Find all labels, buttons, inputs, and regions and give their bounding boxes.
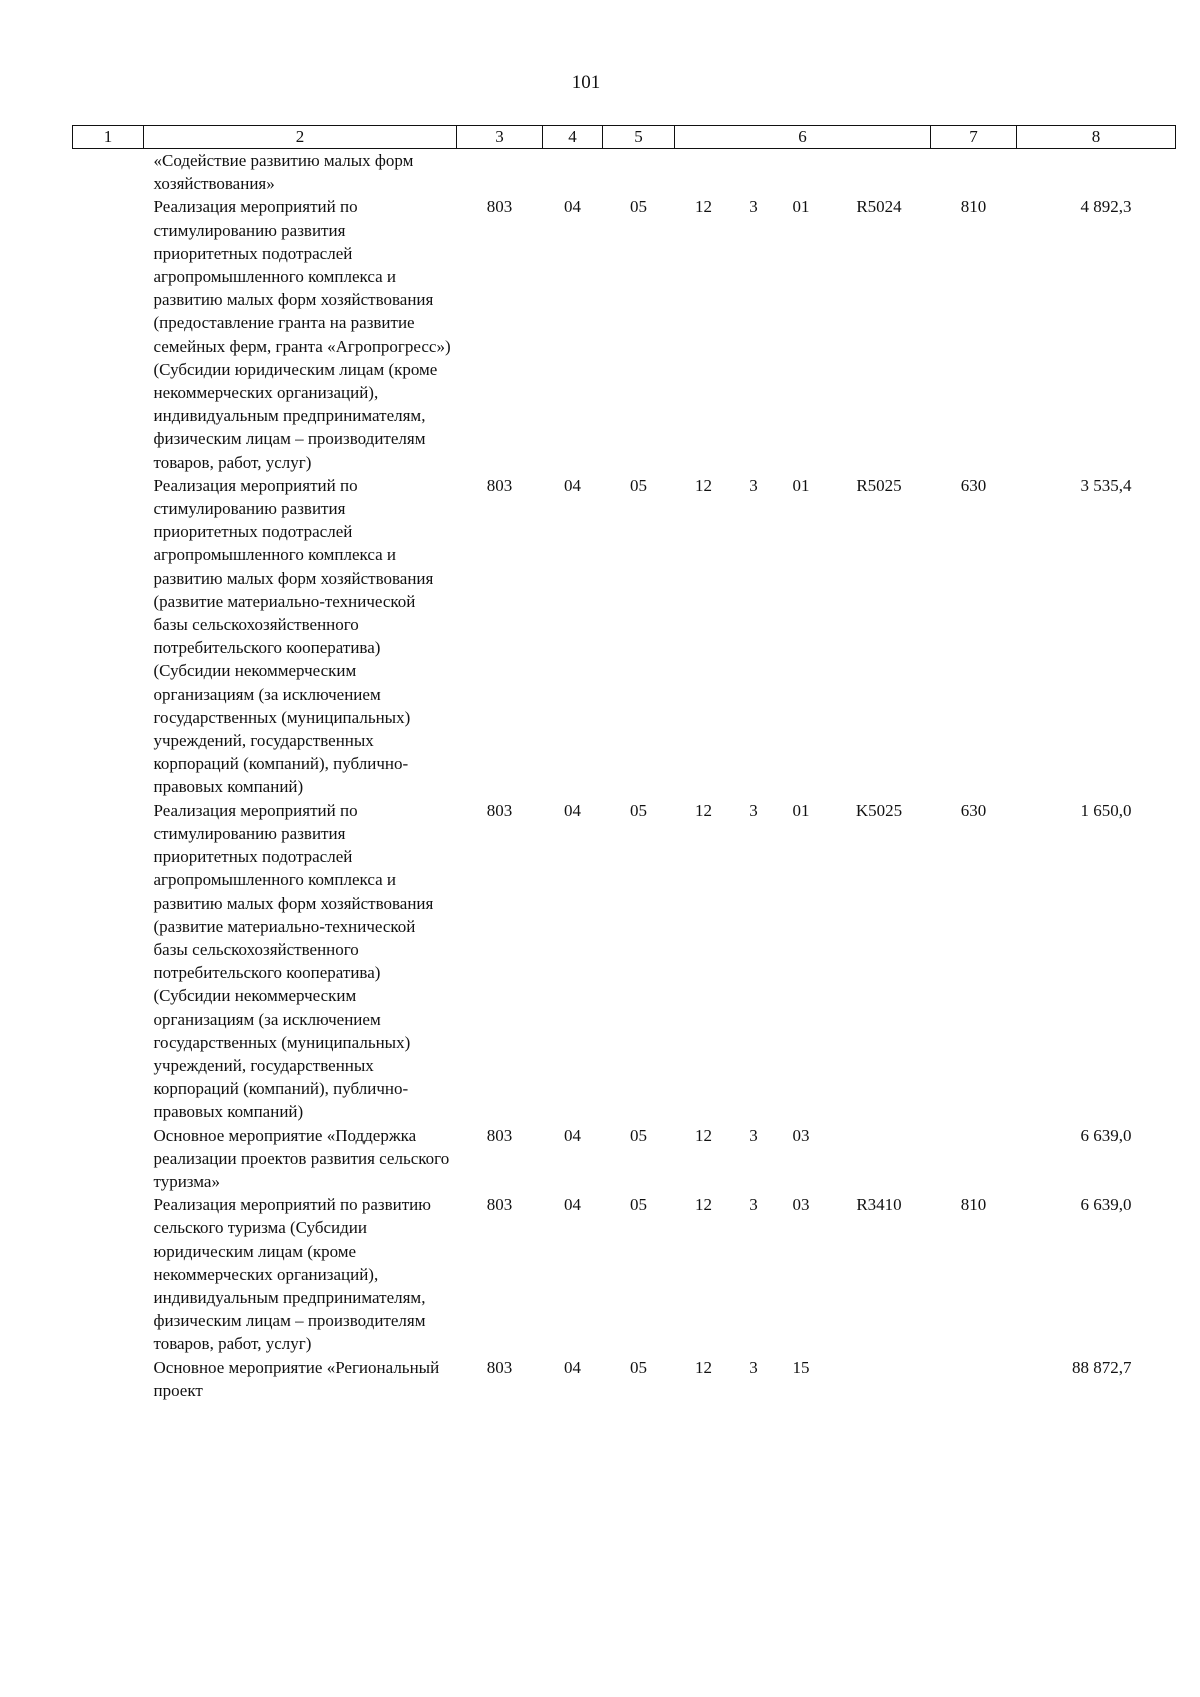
program-code-cell: 12: [695, 1195, 712, 1215]
description-cell: Реализация мероприятий по развитию сельского туризма (Субсидии юридическим лицам (кроме некоммерческих организаций), индивидуальным предпринимателям, физическим лицам – производителям товаров, работ, услуг): [153, 1195, 431, 1354]
direction-code-cell: R5024: [856, 197, 902, 217]
row-number-cell: [73, 1124, 144, 1194]
amount-cell: [1017, 149, 1176, 196]
row-number-cell: [73, 149, 144, 196]
description-cell: Реализация мероприятий по стимулированию развития приоритетных подотраслей агропромышленного комплекса и развитию малых форм хозяйствования (развитие материально-технической базы сельскохозяйственного потребительского кооператива) (Субсидии некоммерческим организациям (за исключением государственных (муниципальных) учреждений, государственных корпораций (компаний), публично-правовых компаний): [153, 475, 434, 797]
program-code-cell: [675, 149, 733, 196]
subsection-code-cell: 05: [630, 475, 647, 495]
amount-cell: 3 535,4: [1080, 475, 1132, 495]
subsection-code-cell: 05: [630, 800, 647, 820]
header-col-3: 3: [457, 126, 543, 149]
header-col-1: 1: [73, 126, 144, 149]
amount-cell: 88 872,7: [1072, 1357, 1132, 1377]
activity-code-cell: 01: [792, 197, 810, 217]
page-number: 101: [571, 72, 601, 93]
description-cell: Реализация мероприятий по стимулированию развития приоритетных подотраслей агропромышленного комплекса и развитию малых форм хозяйствования (развитие материально-технической базы сельскохозяйственного потребительского кооператива) (Субсидии некоммерческим организациям (за исключением государственных (муниципальных) учреждений, государственных корпораций (компаний), публично-правовых компаний): [153, 800, 434, 1122]
section-code-cell: [543, 149, 603, 196]
row-number-cell: [73, 474, 144, 799]
table-row: [73, 1124, 1176, 1194]
subsection-code-cell: 05: [630, 1357, 647, 1377]
activity-code-cell: 15: [792, 1357, 810, 1377]
header-col-2: 2: [144, 126, 457, 149]
subprogram-code-cell: 3: [749, 800, 758, 820]
table-row: [73, 195, 1176, 473]
direction-code-cell: R5025: [856, 475, 902, 495]
description-cell: Основное мероприятие «Поддержка реализации проектов развития сельского туризма»: [153, 1125, 450, 1191]
ministry-code-cell: 803: [486, 475, 513, 495]
subprogram-code-cell: 3: [749, 197, 758, 217]
activity-code-cell: [775, 149, 828, 196]
table-row: [73, 1193, 1176, 1355]
description-cell: «Содействие развитию малых форм хозяйствования»: [153, 151, 414, 194]
subsection-code-cell: 05: [630, 197, 647, 217]
activity-code-cell: 03: [792, 1195, 810, 1215]
section-code-cell: 04: [564, 1195, 581, 1215]
header-row: [73, 126, 1176, 149]
program-code-cell: 12: [695, 197, 712, 217]
table-row: [73, 149, 1176, 196]
direction-code-cell: [828, 149, 931, 196]
amount-cell: 4 892,3: [1080, 197, 1132, 217]
program-code-cell: 12: [695, 475, 712, 495]
ministry-code-cell: 803: [486, 1357, 513, 1377]
direction-code-cell: R3410: [856, 1195, 902, 1215]
subprogram-code-cell: [733, 149, 775, 196]
header-col-6: 6: [675, 126, 931, 149]
activity-code-cell: 03: [792, 1125, 810, 1145]
direction-code-cell: [828, 1356, 931, 1402]
subsection-code-cell: 05: [630, 1195, 647, 1215]
row-number-cell: [73, 1356, 144, 1402]
subprogram-code-cell: 3: [749, 1195, 758, 1215]
section-code-cell: 04: [564, 475, 581, 495]
row-number-cell: [73, 195, 144, 473]
budget-table: [72, 125, 1176, 1402]
subprogram-code-cell: 3: [749, 1125, 758, 1145]
amount-cell: 6 639,0: [1080, 1125, 1132, 1145]
direction-code-cell: K5025: [855, 800, 903, 820]
program-code-cell: 12: [695, 1125, 712, 1145]
expense-type-cell: 630: [960, 800, 987, 820]
direction-code-cell: [828, 1124, 931, 1194]
expense-type-cell: 630: [960, 475, 987, 495]
subsection-code-cell: 05: [630, 1125, 647, 1145]
header-col-8: 8: [1017, 126, 1176, 149]
table-row: [73, 799, 1176, 1124]
section-code-cell: 04: [564, 197, 581, 217]
section-code-cell: 04: [564, 1125, 581, 1145]
expense-type-cell: 810: [960, 1195, 987, 1215]
row-number-cell: [73, 1193, 144, 1355]
row-number-cell: [73, 799, 144, 1124]
expense-type-cell: [931, 1356, 1017, 1402]
section-code-cell: 04: [564, 1357, 581, 1377]
table-row: [73, 474, 1176, 799]
subprogram-code-cell: 3: [749, 1357, 758, 1377]
amount-cell: 6 639,0: [1080, 1195, 1132, 1215]
activity-code-cell: 01: [792, 475, 810, 495]
ministry-code-cell: 803: [486, 197, 513, 217]
section-code-cell: 04: [564, 800, 581, 820]
ministry-code-cell: 803: [486, 1125, 513, 1145]
ministry-code-cell: [457, 149, 543, 196]
header-col-5: 5: [603, 126, 675, 149]
program-code-cell: 12: [695, 1357, 712, 1377]
subsection-code-cell: [603, 149, 675, 196]
ministry-code-cell: 803: [486, 1195, 513, 1215]
expense-type-cell: [931, 1124, 1017, 1194]
amount-cell: 1 650,0: [1080, 800, 1132, 820]
description-cell: Основное мероприятие «Региональный проект: [153, 1357, 440, 1400]
subprogram-code-cell: 3: [749, 475, 758, 495]
expense-type-cell: 810: [960, 197, 987, 217]
expense-type-cell: [931, 149, 1017, 196]
header-col-7: 7: [931, 126, 1017, 149]
header-col-4: 4: [543, 126, 603, 149]
ministry-code-cell: 803: [486, 800, 513, 820]
program-code-cell: 12: [695, 800, 712, 820]
table-row: [73, 1356, 1176, 1402]
activity-code-cell: 01: [792, 800, 810, 820]
description-cell: Реализация мероприятий по стимулированию развития приоритетных подотраслей агропромышленного комплекса и развитию малых форм хозяйствования (предоставление гранта на развитие семейных ферм, гранта «Агропрогресс») (Субсидии юридическим лицам (кроме некоммерческих организаций), индивидуальным предпринимателям, физическим лицам – производителям товаров, работ, услуг): [153, 197, 451, 472]
